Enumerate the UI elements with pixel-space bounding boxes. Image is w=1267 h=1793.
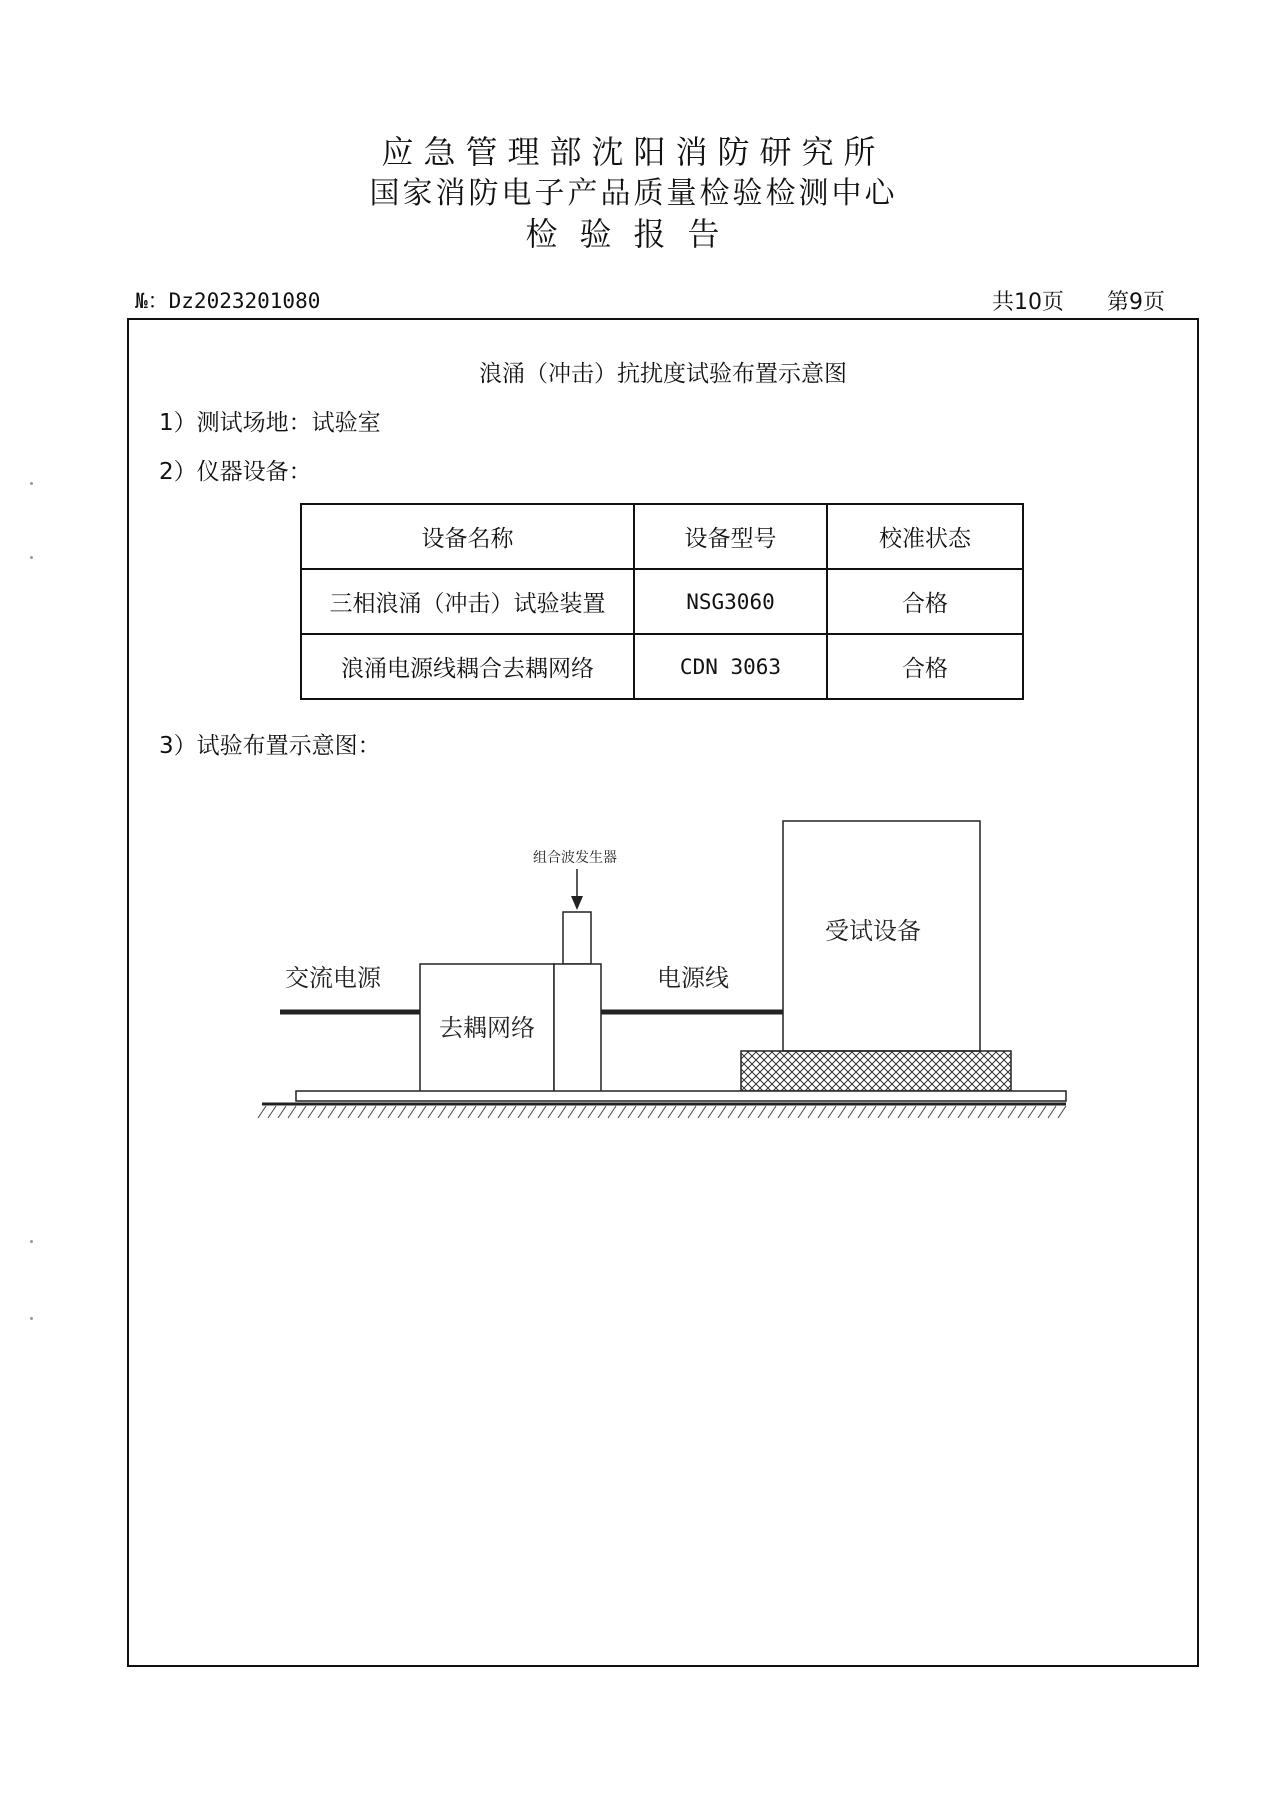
scan-speck — [30, 1317, 33, 1320]
hatch-line — [738, 1106, 746, 1118]
hatch-line — [298, 1106, 306, 1118]
hatch-line — [898, 1106, 906, 1118]
hatch-line — [798, 1106, 806, 1118]
hatch-line — [508, 1106, 516, 1118]
hatch-line — [518, 1106, 526, 1118]
equipment-heading: 2）仪器设备： — [159, 459, 312, 485]
hatch-line — [818, 1106, 826, 1118]
hatch-line — [928, 1106, 936, 1118]
hatch-line — [528, 1106, 536, 1118]
hatch-line — [1028, 1106, 1036, 1118]
hatch-line — [938, 1106, 946, 1118]
total-pages: 共10页 — [992, 290, 1064, 315]
hatch-line — [1008, 1106, 1016, 1118]
reference-plate — [296, 1091, 1066, 1101]
diagram-heading: 3）试验布置示意图： — [159, 733, 381, 759]
hatch-line — [638, 1106, 646, 1118]
hatch-line — [318, 1106, 326, 1118]
decoupling-label: 去耦网络 — [439, 1014, 535, 1042]
hatch-line — [698, 1106, 706, 1118]
hatch-line — [758, 1106, 766, 1118]
table-cell: 三相浪涌（冲击）试验装置 — [301, 569, 634, 634]
hatch-line — [488, 1106, 496, 1118]
hatch-line — [268, 1106, 276, 1118]
hatch-line — [328, 1106, 336, 1118]
hatch-line — [678, 1106, 686, 1118]
hatch-line — [598, 1106, 606, 1118]
hatch-line — [808, 1106, 816, 1118]
hatch-line — [478, 1106, 486, 1118]
ac-power-label: 交流电源 — [285, 964, 381, 992]
hatch-line — [458, 1106, 466, 1118]
hatch-line — [448, 1106, 456, 1118]
hatch-line — [408, 1106, 416, 1118]
hatch-line — [668, 1106, 676, 1118]
eut-label: 受试设备 — [825, 917, 921, 945]
hatch-line — [568, 1106, 576, 1118]
hatch-line — [278, 1106, 286, 1118]
scan-speck — [30, 482, 33, 485]
column-header: 设备名称 — [301, 504, 634, 569]
report-title: 检验报告 — [525, 215, 742, 253]
hatch-line — [828, 1106, 836, 1118]
hatch-line — [388, 1106, 396, 1118]
hatch-line — [868, 1106, 876, 1118]
hatch-line — [538, 1106, 546, 1118]
hatch-line — [788, 1106, 796, 1118]
column-header: 设备型号 — [634, 504, 827, 569]
hatch-line — [608, 1106, 616, 1118]
hatch-line — [688, 1106, 696, 1118]
hatch-line — [838, 1106, 846, 1118]
hatch-line — [718, 1106, 726, 1118]
column-header: 校准状态 — [827, 504, 1023, 569]
hatch-line — [1058, 1106, 1066, 1118]
hatch-line — [628, 1106, 636, 1118]
table-cell: 浪涌电源线耦合去耦网络 — [301, 634, 634, 699]
institute-name: 应急管理部沈阳消防研究所 — [381, 133, 886, 171]
hatch-line — [588, 1106, 596, 1118]
hatch-line — [878, 1106, 886, 1118]
hatch-line — [428, 1106, 436, 1118]
hatch-line — [658, 1106, 666, 1118]
scan-speck — [30, 1240, 33, 1243]
table-cell: NSG3060 — [634, 569, 827, 634]
hatch-line — [398, 1106, 406, 1118]
surge-generator — [563, 912, 591, 964]
hatch-line — [708, 1106, 716, 1118]
hatch-line — [338, 1106, 346, 1118]
hatch-line — [728, 1106, 736, 1118]
hatch-line — [558, 1106, 566, 1118]
hatch-line — [358, 1106, 366, 1118]
hatch-line — [958, 1106, 966, 1118]
generator-label: 组合波发生器 — [533, 850, 617, 866]
hatch-line — [848, 1106, 856, 1118]
hatch-line — [988, 1106, 996, 1118]
hatch-line — [978, 1106, 986, 1118]
report-number: №：Dz2023201080 — [135, 289, 321, 313]
scan-speck — [30, 556, 33, 559]
insulating-support — [741, 1051, 1011, 1091]
hatch-line — [648, 1106, 656, 1118]
hatch-line — [968, 1106, 976, 1118]
table-cell: CDN 3063 — [634, 634, 827, 699]
hatch-line — [468, 1106, 476, 1118]
test-site: 1）测试场地：试验室 — [159, 410, 381, 436]
coupling-unit-box — [554, 964, 601, 1096]
hatch-line — [258, 1106, 266, 1118]
current-page: 第9页 — [1107, 290, 1165, 315]
hatch-line — [308, 1106, 316, 1118]
hatch-line — [948, 1106, 956, 1118]
hatch-line — [1048, 1106, 1056, 1118]
section-title: 浪涌（冲击）抗扰度试验布置示意图 — [479, 361, 847, 387]
hatch-line — [578, 1106, 586, 1118]
ground-hatch — [258, 1106, 1066, 1118]
hatch-line — [378, 1106, 386, 1118]
hatch-line — [998, 1106, 1006, 1118]
hatch-line — [768, 1106, 776, 1118]
hatch-line — [888, 1106, 896, 1118]
power-line-label: 电源线 — [657, 964, 729, 992]
table-cell: 合格 — [827, 569, 1023, 634]
hatch-line — [1038, 1106, 1046, 1118]
hatch-line — [1018, 1106, 1026, 1118]
hatch-line — [498, 1106, 506, 1118]
hatch-line — [368, 1106, 376, 1118]
hatch-line — [438, 1106, 446, 1118]
hatch-line — [908, 1106, 916, 1118]
hatch-line — [748, 1106, 756, 1118]
table-cell: 合格 — [827, 634, 1023, 699]
hatch-line — [618, 1106, 626, 1118]
hatch-line — [288, 1106, 296, 1118]
hatch-line — [778, 1106, 786, 1118]
arrow-head-icon — [571, 896, 583, 910]
hatch-line — [858, 1106, 866, 1118]
hatch-line — [348, 1106, 356, 1118]
hatch-line — [918, 1106, 926, 1118]
center-name: 国家消防电子产品质量检验检测中心 — [369, 176, 898, 211]
hatch-line — [548, 1106, 556, 1118]
hatch-line — [418, 1106, 426, 1118]
